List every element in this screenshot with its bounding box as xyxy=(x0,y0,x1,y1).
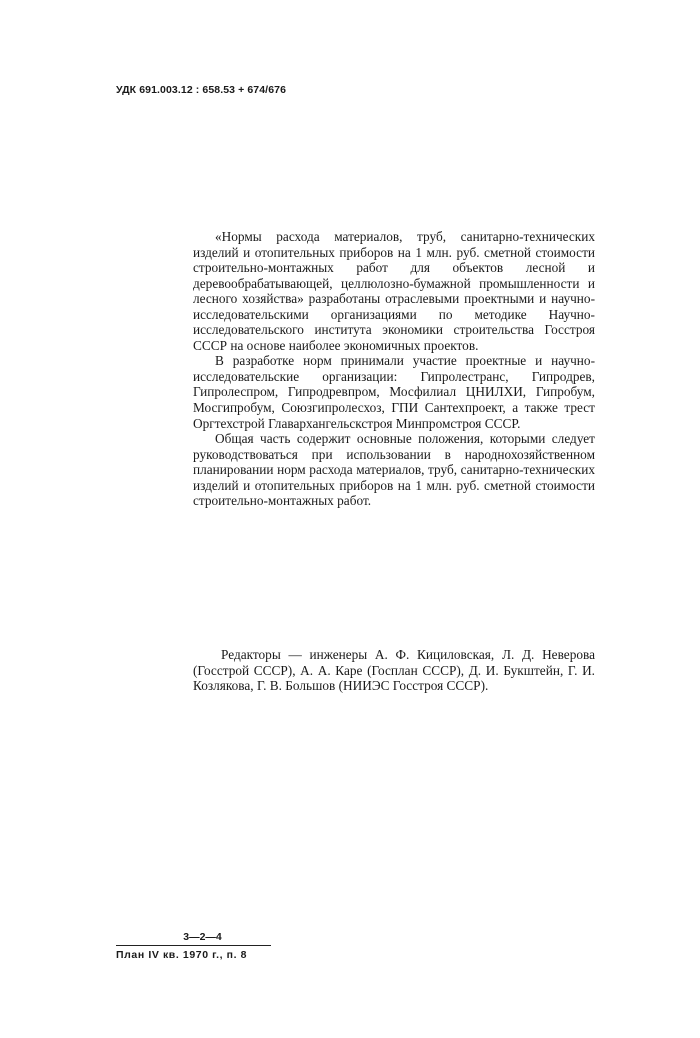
editors-block xyxy=(193,647,595,694)
imprint-footer xyxy=(116,930,271,962)
footer-plan: План IV кв. 1970 г., п. 8 xyxy=(116,949,248,961)
editors-text: Редакторы — инженеры А. Ф. Кициловская, Л. Д. Неверова (Госстрой СССР), А. А. Каре (Госплан СССР), Д. И. Букштейн, Г. И. Козлякова, Г. В. Большов (НИИЭС Госстроя СССР). xyxy=(193,647,595,694)
main-text-block xyxy=(193,229,595,509)
paragraph-norms-description: «Нормы расхода материалов, труб, санитарно-технических изделий и отопительных приборов на 1 млн. руб. сметной стоимости строительно-монтажных работ для объектов лесной и деревообрабатывающей, целлюлозно-бумажной промышленности и лесного хозяйства» разработаны отраслевыми проектными и научно-исследовательскими организациями по методике Научно-исследовательского института экономики строительства Госстроя СССР на основе наиболее экономичных проектов. xyxy=(193,229,595,353)
footer-divider xyxy=(116,945,271,946)
footer-code: 3—2—4 xyxy=(183,931,222,943)
udk-classification: УДК 691.003.12 : 658.53 + 674/676 xyxy=(116,84,287,96)
paragraph-participants: В разработке норм принимали участие проектные и научно-исследовательские организации: Гипролестранс, Гипродрев, Гипролеспром, Гипродревпром, Мосфилиал ЦНИЛХИ, Гипробум, Мосгипробум, Союзгипролесхоз, ГПИ Сантехпроект, а также трест Оргтехстрой Главархангельскстроя Минпромстроя СССР. xyxy=(193,353,595,431)
paragraph-general-part: Общая часть содержит основные положения, которыми следует руководствоваться при использовании в народнохозяйственном планировании норм расхода материалов, труб, санитарно-технических изделий и отопительных приборов на 1 млн. руб. сметной стоимости строительно-монтажных работ. xyxy=(193,431,595,509)
